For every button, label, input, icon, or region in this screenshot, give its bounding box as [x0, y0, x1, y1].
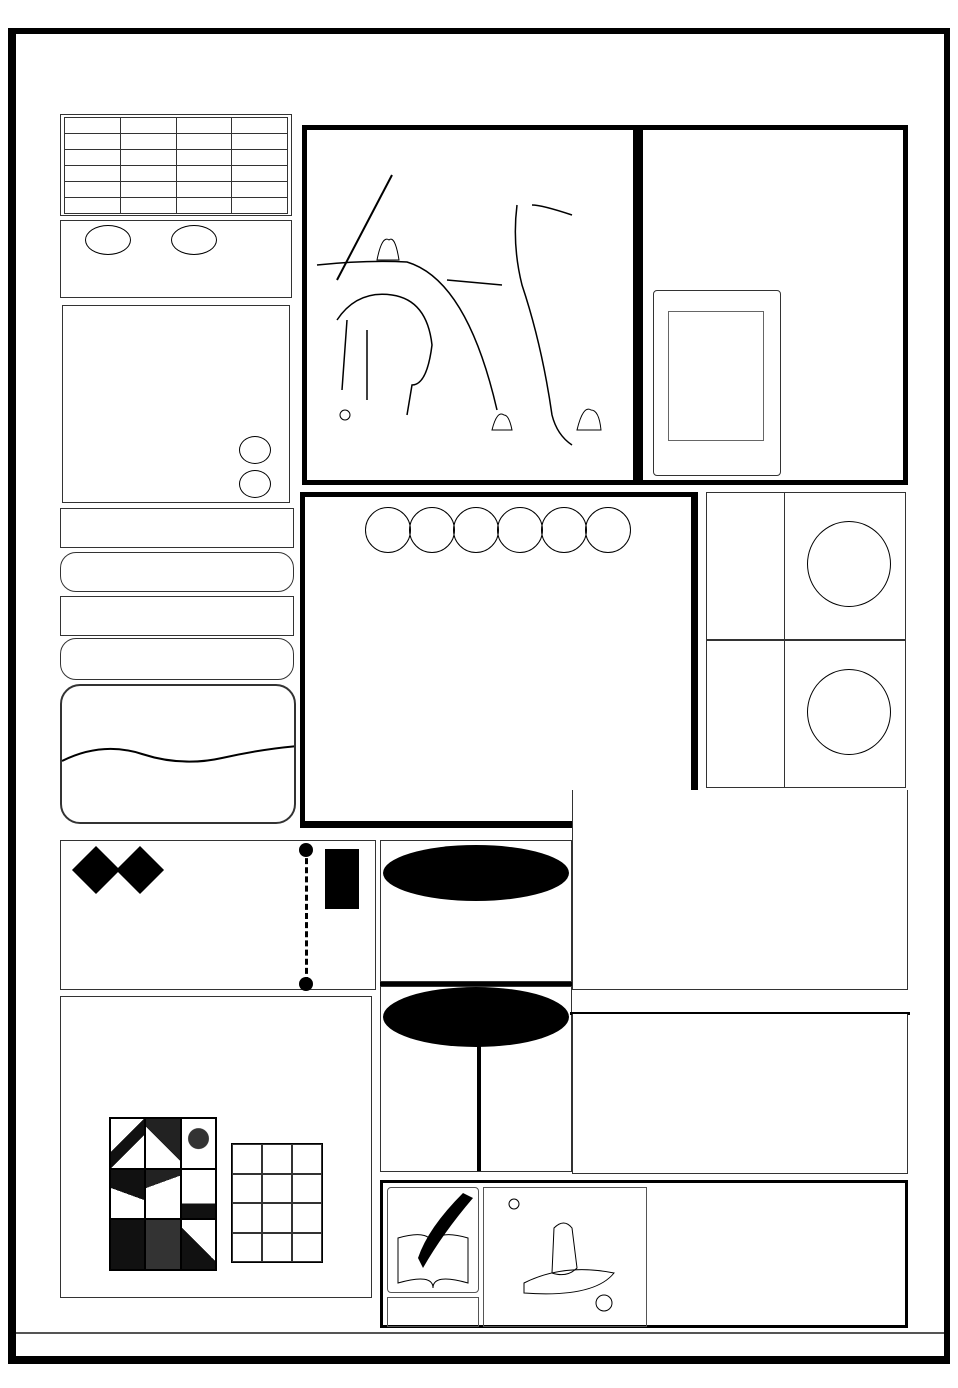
analysis-number	[585, 507, 631, 553]
scholar-illustration	[483, 1187, 647, 1327]
left-brand-strip	[16, 108, 52, 1330]
hot-cold-table-panel	[60, 114, 292, 216]
total-open-label	[383, 845, 569, 901]
single-number-panel	[572, 1014, 908, 1174]
special-open-label	[383, 987, 569, 1047]
cold-hot-number	[171, 225, 217, 255]
top-brand-strip	[20, 82, 942, 106]
cold-number	[176, 166, 232, 182]
hot-number	[120, 182, 176, 198]
year-count-panel-2	[706, 640, 906, 788]
analysis-number	[365, 507, 411, 553]
puzzle-image-grid	[109, 1117, 217, 1271]
column-header	[65, 118, 121, 134]
tip-number	[232, 198, 288, 214]
special-open-panel	[380, 986, 572, 1172]
door-label	[65, 198, 121, 214]
latest-contribution-panel	[60, 684, 296, 824]
special-code-number	[239, 436, 271, 464]
scroll-image	[653, 290, 781, 476]
year-count-number	[807, 521, 891, 607]
hot-cold-table	[64, 117, 288, 214]
special-code-number	[239, 470, 271, 498]
year-count-number	[807, 669, 891, 755]
cold-hot-panel	[60, 220, 292, 298]
divider-dot	[299, 977, 313, 991]
divider-dot	[299, 843, 313, 857]
lucky-special-row	[60, 508, 294, 548]
cold-number	[176, 182, 232, 198]
buy-small-panel	[572, 790, 908, 990]
xuanji-panel	[60, 840, 376, 990]
ox-bamboo-illustration	[307, 130, 633, 480]
wave-divider	[62, 736, 296, 776]
cold-number	[176, 150, 232, 166]
total-open-panel	[380, 840, 572, 982]
table-row	[65, 166, 288, 182]
lucky-range-row	[60, 638, 294, 680]
tip-number	[232, 166, 288, 182]
computer-analysis-panel	[300, 492, 698, 828]
door-label	[65, 150, 121, 166]
lucky-color-row	[60, 596, 294, 636]
tip-number	[232, 150, 288, 166]
analysis-number	[541, 507, 587, 553]
hot-number	[120, 198, 176, 214]
analysis-number-row	[305, 507, 691, 553]
riddle-picture	[302, 125, 638, 485]
badge-diamond	[116, 846, 164, 894]
tip-number	[232, 182, 288, 198]
table-row	[65, 198, 288, 214]
explain-picture-panel	[380, 1180, 908, 1328]
analysis-number	[409, 507, 455, 553]
special-code-panel	[62, 305, 290, 503]
year-count-panel-1	[706, 492, 906, 640]
dashed-divider	[305, 849, 308, 983]
table-header-row	[65, 118, 288, 134]
book-brush-icon	[387, 1187, 479, 1293]
cold-number	[176, 198, 232, 214]
page-header	[16, 30, 944, 74]
table-row	[65, 134, 288, 150]
cold-hot-number	[85, 225, 131, 255]
vertical-divider	[477, 1043, 481, 1171]
tip-number	[232, 134, 288, 150]
door-label	[65, 182, 121, 198]
analysis-number	[497, 507, 543, 553]
lucky-zodiac-row	[60, 552, 294, 592]
cold-number	[176, 134, 232, 150]
column-header	[232, 118, 288, 134]
right-brand-strip	[912, 108, 946, 1330]
zodiac-puzzle-panel	[60, 996, 372, 1298]
badge-diamond	[72, 846, 120, 894]
footer-divider	[16, 1332, 944, 1334]
column-header	[120, 118, 176, 134]
table-row	[65, 182, 288, 198]
door-label	[65, 134, 121, 150]
puzzle-piece-grid	[231, 1143, 323, 1263]
door-label	[65, 166, 121, 182]
tip-label	[325, 849, 359, 909]
column-header	[176, 118, 232, 134]
analysis-number	[453, 507, 499, 553]
explain-label	[387, 1297, 479, 1327]
hot-number	[120, 150, 176, 166]
hot-number	[120, 134, 176, 150]
table-row	[65, 150, 288, 166]
hot-number	[120, 166, 176, 182]
liuhe-xuanji-panel	[638, 125, 908, 485]
